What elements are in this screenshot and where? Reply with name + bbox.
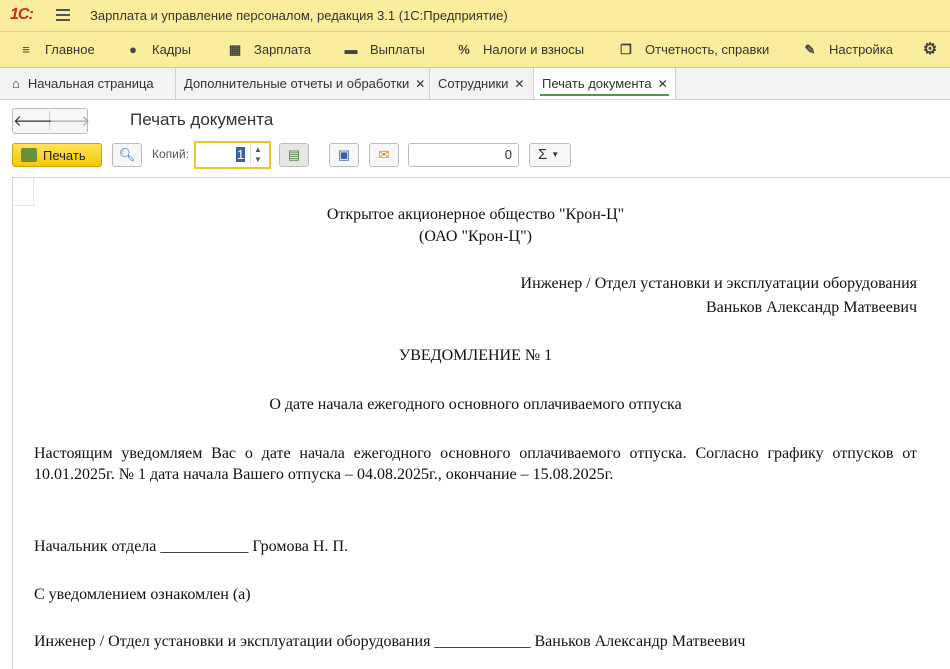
tab-home[interactable]: ⌂ Начальная страница — [0, 68, 176, 99]
gear-icon[interactable]: ⚙ — [922, 41, 938, 58]
save-button[interactable] — [329, 143, 359, 167]
sum-mode-button[interactable]: Σ ▼ — [529, 143, 571, 167]
open-tabs-bar — [0, 68, 950, 100]
copies-stepper[interactable]: ▲ ▼ — [250, 145, 265, 165]
reports-icon: ❐ — [620, 42, 632, 57]
wallet-icon: ▬ — [344, 42, 358, 57]
main-menu-icon[interactable] — [56, 9, 70, 21]
edit-document-button[interactable] — [279, 143, 309, 167]
back-arrow-icon[interactable]: 🡐 — [13, 113, 54, 130]
tab-employees[interactable]: Сотрудники ✕ — [430, 68, 534, 99]
title-bar — [0, 0, 950, 32]
document-heading: УВЕДОМЛЕНИЕ № 1 — [398, 347, 553, 364]
calculator-icon: ▦ — [228, 42, 242, 57]
document-body: Настоящим уведомляем Вас о дате начала ежегодного основного оплачиваемого отпуска. Согласно графику отпусков от 10.01.2025г. № 1 дата начала Вашего отпуска – 04.08.2025г., окончание – 15.08.2025г. — [34, 445, 917, 483]
active-tab-indicator — [540, 94, 669, 96]
app-title: Зарплата и управление персоналом, редакция 3.1 (1С:Предприятие) — [90, 8, 508, 23]
close-icon[interactable]: ✕ — [657, 77, 668, 91]
section-main[interactable]: ≡ Главное — [17, 32, 95, 67]
sections-panel — [0, 32, 950, 68]
copies-input[interactable]: 1 ▲ ▼ — [194, 141, 271, 169]
sum-field[interactable]: 0 — [408, 143, 519, 167]
copies-label: Копий: — [152, 147, 189, 161]
envelope-icon: ✉ — [378, 147, 390, 162]
close-icon[interactable]: ✕ — [415, 77, 426, 91]
tab-print-document[interactable]: Печать документа ✕ — [534, 68, 676, 99]
edit-table-icon: ▤ — [287, 147, 301, 162]
chevron-down-icon: ▼ — [551, 150, 560, 160]
section-taxes[interactable]: % Налоги и взносы — [455, 32, 584, 67]
signature-line: Начальник отдела ___________ Громова Н. П. — [34, 538, 348, 555]
home-icon: ⌂ — [12, 76, 20, 91]
send-email-button[interactable] — [369, 143, 399, 167]
employee-signature-line: Инженер / Отдел установки и эксплуатации оборудования ____________ Ваньков Александр Матвеевич — [34, 633, 746, 650]
magnifier-icon: 🔍︎ — [118, 147, 136, 162]
preview-button[interactable] — [112, 143, 142, 167]
section-salary[interactable]: ▦ Зарплата — [226, 32, 311, 67]
printer-icon — [21, 148, 37, 162]
document-subject: О дате начала ежегодного основного оплачиваемого отпуска — [269, 396, 682, 413]
wrench-icon: ✎ — [804, 42, 816, 57]
org-short-name: (ОАО "Крон-Ц") — [419, 228, 532, 245]
percent-icon: % — [458, 42, 470, 57]
document-corner — [12, 177, 34, 206]
people-icon: ● — [129, 42, 137, 57]
org-name: Открытое акционерное общество "Крон-Ц" — [326, 206, 625, 223]
section-reports[interactable]: ❐ Отчетность, справки — [617, 32, 769, 67]
hamburger-icon: ≡ — [22, 42, 30, 57]
recipient-name: Ваньков Александр Матвеевич — [706, 299, 917, 316]
forward-arrow-icon[interactable]: 🡒 — [50, 113, 91, 130]
page-title: Печать документа — [130, 110, 274, 129]
section-payments[interactable]: ▬ Выплаты — [342, 32, 425, 67]
section-settings[interactable]: ✎ Настройка — [801, 32, 893, 67]
floppy-icon: ▣ — [337, 147, 351, 162]
acknowledged-text: С уведомлением ознакомлен (а) — [34, 586, 251, 603]
recipient-position: Инженер / Отдел установки и эксплуатации оборудования — [520, 275, 917, 292]
app-logo[interactable]: 1С: — [10, 6, 33, 23]
close-icon[interactable]: ✕ — [514, 77, 525, 91]
tab-additional-reports[interactable]: Дополнительные отчеты и обработки ✕ — [176, 68, 430, 99]
navigation-buttons — [12, 108, 91, 134]
print-button[interactable]: Печать — [12, 143, 102, 167]
section-hr[interactable]: ● Кадры — [124, 32, 191, 67]
